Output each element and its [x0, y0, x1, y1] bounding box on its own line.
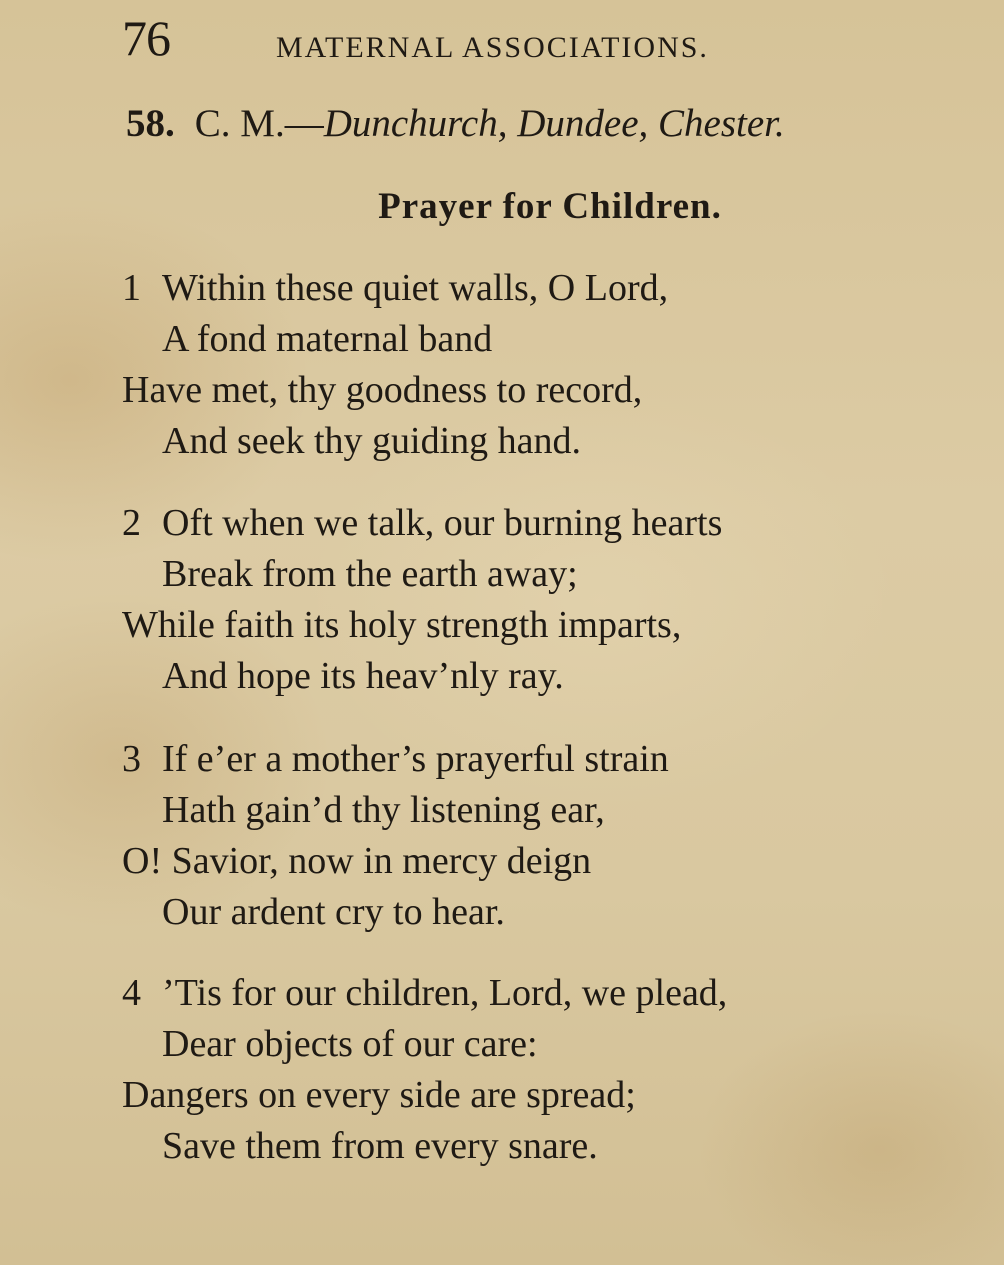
page-number: 76: [122, 10, 170, 66]
verse-number: 3: [122, 738, 141, 780]
verse-line: While faith its holy strength imparts,: [122, 604, 682, 646]
verse-number: 4: [122, 972, 141, 1014]
verse-line: Have met, thy goodness to record,: [122, 369, 643, 411]
verse-line: Our ardent cry to hear.: [162, 891, 505, 933]
verse-line: And hope its heav’nly ray.: [162, 655, 564, 697]
verse-number: 2: [122, 502, 141, 544]
verse-line: Dear objects of our care:: [162, 1023, 538, 1065]
verse-line: Save them from every snare.: [162, 1125, 598, 1167]
hymn-number: 58.: [126, 102, 175, 145]
verse-4: [122, 968, 982, 1172]
verse-line: 2 Oft when we talk, our burning hearts: [122, 498, 982, 549]
verse-1: [122, 263, 982, 467]
page-header: [122, 10, 842, 70]
verse-line: Dangers on every side are spread;: [122, 1074, 636, 1116]
verse-line: Hath gain’d thy listening ear,: [162, 789, 605, 831]
verse-line: 3 If e’er a mother’s prayerful strain: [122, 734, 982, 785]
verse-line: O! Savior, now in mercy deign: [122, 840, 592, 882]
running-head: MATERNAL ASSOCIATIONS.: [276, 31, 709, 64]
hymn-meter: C. M.—: [194, 102, 324, 145]
hymn-tunes: Dunchurch, Dundee, Chester.: [323, 102, 785, 145]
verse-line: 1 Within these quiet walls, O Lord,: [122, 263, 982, 314]
hymn-heading: [126, 100, 785, 148]
verse-3: [122, 734, 982, 938]
verse-2: [122, 498, 982, 702]
verse-line: A fond maternal band: [162, 318, 493, 360]
verse-line: Break from the earth away;: [162, 553, 578, 595]
verse-number: 1: [122, 267, 141, 309]
verse-line: 4 ’Tis for our children, Lord, we plead,: [122, 968, 982, 1019]
hymn-title: Prayer for Children.: [378, 186, 722, 227]
verse-line: And seek thy guiding hand.: [162, 420, 582, 462]
